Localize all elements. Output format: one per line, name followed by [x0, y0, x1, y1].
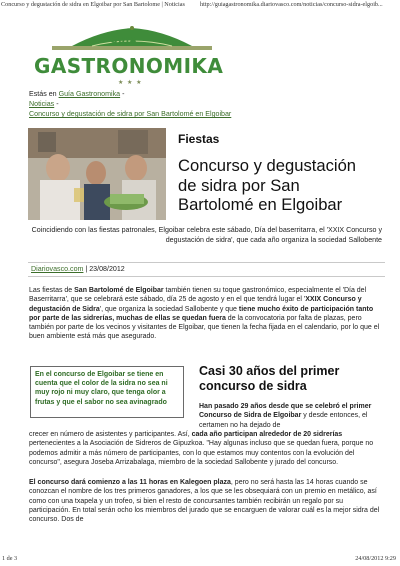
breadcrumb-link-article[interactable]: Concurso y degustación de sidra por San Bartolomé en Elgoibar — [29, 110, 232, 118]
logo-guia-text: GUIA — [110, 36, 138, 46]
bold-text: XXIX Concurso y degustación de Sidra — [29, 296, 362, 313]
logo-wordmark: GASTRONOMIKA — [34, 54, 224, 78]
breadcrumb-separator: - — [120, 90, 125, 98]
logo-stars: ★ ★ ★ — [118, 80, 143, 86]
text: ', que organiza la sociedad Sallobente y que — [99, 305, 239, 313]
article-date: | 23/08/2012 — [85, 265, 125, 273]
article-section: Fiestas — [178, 132, 220, 146]
pull-quote: En el concurso de Elgoibar se tiene en cuenta que el color de la sidra no sea ni muy rojo ni muy claro, que tenga olor a frutas y que el sabor no sea avinagrado — [30, 366, 184, 418]
bold-text: cada año participan alrededor de 20 sidrerías — [191, 431, 343, 438]
text: también tienen su toque gastronómico, especialmente el 'Día del Baserritarra', que se celebrará este sábado, día 25 de agosto y en el que tendrá lugar el ' — [29, 287, 367, 304]
article-paragraph-2-start — [199, 402, 384, 430]
print-footer — [0, 555, 400, 565]
bold-text: San Bartolomé de Elgoibar — [74, 287, 164, 294]
breadcrumb-link-guia[interactable]: Guía Gastronomika — [58, 90, 121, 98]
breadcrumb-separator: - — [54, 100, 59, 108]
article-source-line — [28, 262, 385, 277]
print-datetime: 24/08/2012 9:29 — [355, 555, 396, 562]
text: Las fiestas de — [29, 287, 75, 294]
breadcrumb-link-noticias[interactable]: Noticias — [29, 100, 55, 108]
article-paragraph-2 — [29, 430, 383, 467]
article-paragraph-1 — [29, 286, 383, 342]
text: , pero no será hasta las 14 horas cuando se conozcan el nombre de los tres primeros ganadores, a los que se les obsequiará con un premio en metálico, así como con una txapela y un trofeo, si bien el resto de concursantes también recibirán un regalo por su participación. En total serán ocho los miembros del jurado que se encarguen de valorar cuál es la mejor sidra del concurso. Dos de — [29, 479, 380, 524]
text: crecer en número de asistentes y participantes. Así, — [29, 431, 192, 438]
bold-text: El concurso dará comienzo a las 11 horas en Kalegoen plaza — [29, 479, 231, 486]
bold-text: Han pasado 29 años desde que se celebró el primer Concurso de Sidra de Elgoibar — [199, 403, 372, 420]
text: y desde entonces, el certamen no ha dejado de — [199, 412, 368, 429]
article-title: Concurso y degustación de sidra por San Bartolomé en Elgoibar — [178, 156, 357, 214]
text: de la convocatoria por falta de plazas, pero también por parte de los vecinos y visitantes de Elgoibar, que tienen la fecha fijada en el calendario, por lo que el buen ambiente está más que asegurado. — [29, 314, 380, 341]
source-link[interactable]: Diariovasco.com — [31, 265, 84, 273]
site-logo[interactable] — [32, 24, 232, 86]
text: pertenecientes a la Asociación de Sidreros de Gipuzkoa. "Hay algunas incluso que se quedan fuera, porque no podemos admitir a más número de participantes, con lo que estamos muy contentos con la evolución del concurso", asegura Joseba Arrizabalaga, miembro de la sociedad Sallobente y jurado del concurso. — [29, 440, 374, 466]
article-subheading: Casi 30 años del primer concurso de sidra — [199, 364, 340, 393]
print-header-url: http://guiagastronomika.diariovasco.com/noticias/concurso-sidra-elgoib... — [200, 1, 383, 8]
breadcrumb-prefix: Estás en — [29, 90, 57, 98]
article-photo — [28, 128, 166, 220]
print-header-title: Concurso y degustación de sidra en Elgoibar por San Bartolome | Noticias — [1, 1, 185, 8]
breadcrumb — [29, 89, 231, 119]
article-intro: Coincidiendo con las fiestas patronales, Elgoibar celebra este sábado, Día del baserritarra, el 'XXIX Concurso y degustación de sidra', que cada año organiza la sociedad Sallobente — [31, 226, 382, 244]
page-number: 1 de 3 — [2, 555, 18, 562]
article-paragraph-3 — [29, 478, 383, 524]
bold-text: tiene mucho éxito de participación tanto por parte de las sidrerías, muchas de ellas se quedan fuera — [29, 305, 374, 322]
print-header — [0, 0, 400, 10]
